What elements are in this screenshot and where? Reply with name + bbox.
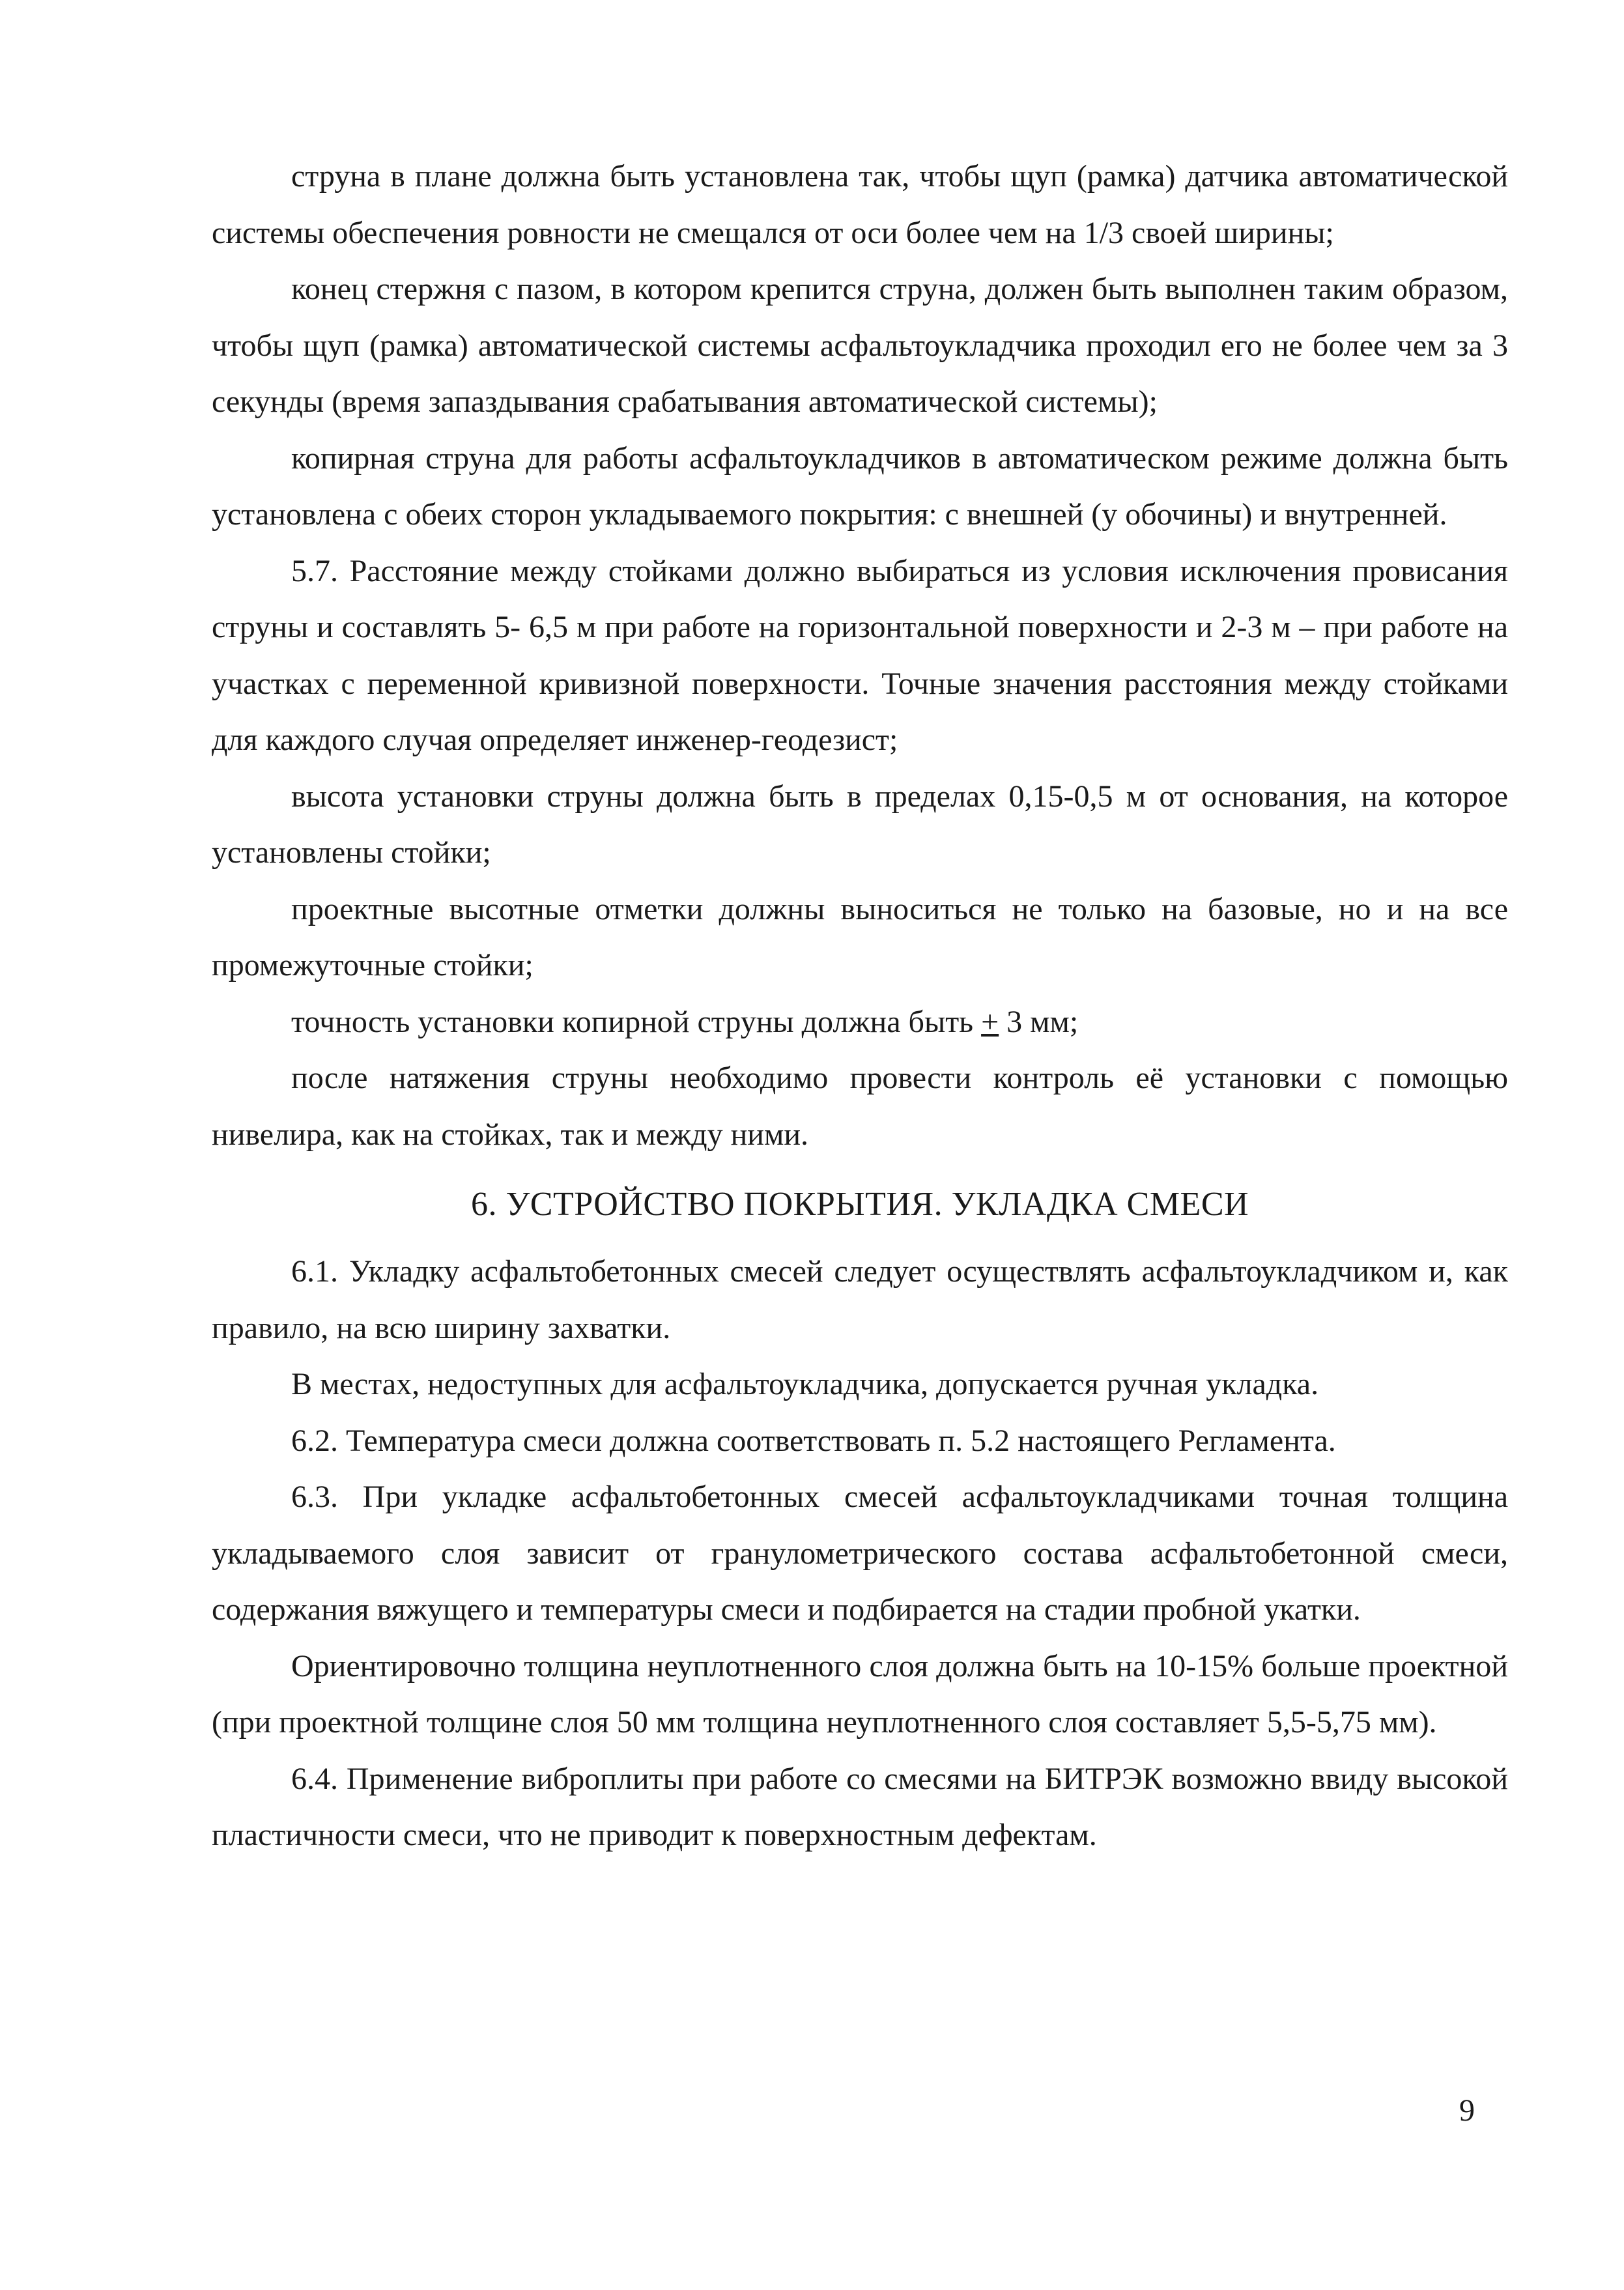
paragraph-rod-end: конец стержня с пазом, в котором крепится струна, должен быть выполнен таким образом, чтобы щуп (рамка) автоматической системы асфальтоукладчика проходил его не более чем за 3 секунды (время запаздывания срабатывания автоматической системы); <box>212 272 1508 419</box>
paragraph-6-1: 6.1. Укладку асфальтобетонных смесей следует осуществлять асфальтоукладчиком и, как правило, на всю ширину захватки. <box>212 1254 1508 1345</box>
paragraph-6-4: 6.4. Применение виброплиты при работе со смесями на БИТРЭК возможно ввиду высокой пластичности смеси, что не приводит к поверхностным дефектам. <box>212 1761 1508 1852</box>
paragraph-manual-laying: В местах, недоступных для асфальтоукладчика, допускается ручная укладка. <box>291 1367 1319 1401</box>
body-text <box>212 149 1508 1864</box>
paragraph-control: после натяжения струны необходимо провести контроль её установки с помощью нивелира, как на стойках, так и между ними. <box>212 1061 1508 1152</box>
paragraph-approx-thickness: Ориентировочно толщина неуплотненного слоя должна быть на 10-15% больше проектной (при проектной толщине слоя 50 мм толщина неуплотненного слоя составляет 5,5-5,75 мм). <box>212 1648 1508 1739</box>
page-number: 9 <box>1459 2093 1475 2128</box>
plus-minus-symbol: + <box>981 1004 999 1039</box>
paragraph-6-3: 6.3. При укладке асфальтобетонных смесей асфальтоукладчиками точная толщина укладываемого слоя зависит от гранулометрического состава асфальтобетонной смеси, содержания вяжущего и температуры смеси и подбирается на стадии пробной укатки. <box>212 1480 1508 1627</box>
paragraph-string-plan: струна в плане должна быть установлена так, чтобы щуп (рамка) датчика автоматической системы обеспечения ровности не смещался от оси более чем на 1/3 своей ширины; <box>212 159 1508 250</box>
paragraph-copy-string: копирная струна для работы асфальтоукладчиков в автоматическом режиме должна быть установлена с обеих сторон укладываемого покрытия: с внешней (у обочины) и внутренней. <box>212 440 1508 532</box>
section-heading: 6. УСТРОЙСТВО ПОКРЫТИЯ. УКЛАДКА СМЕСИ <box>470 1186 1249 1223</box>
paragraph-design-marks: проектные высотные отметки должны выноситься не только на базовые, но и на все промежуточные стойки; <box>212 891 1508 982</box>
paragraph-accuracy <box>212 994 1508 1051</box>
accuracy-text-before: точность установки копирной струны должна быть <box>291 1004 982 1039</box>
paragraph-string-height: высота установки струны должна быть в пределах 0,15-0,5 м от основания, на которое установлены стойки; <box>212 779 1508 870</box>
paragraph-5-7: 5.7. Расстояние между стойками должно выбираться из условия исключения провисания струны и составлять 5- 6,5 м при работе на горизонтальной поверхности и 2-3 м – при работе на участках с переменной кривизной поверхности. Точные значения расстояния между стойками для каждого случая определяет инженер-геодезист; <box>212 553 1508 757</box>
accuracy-text-after: 3 мм; <box>999 1004 1079 1039</box>
paragraph-6-2: 6.2. Температура смеси должна соответствовать п. 5.2 настоящего Регламента. <box>291 1423 1336 1458</box>
